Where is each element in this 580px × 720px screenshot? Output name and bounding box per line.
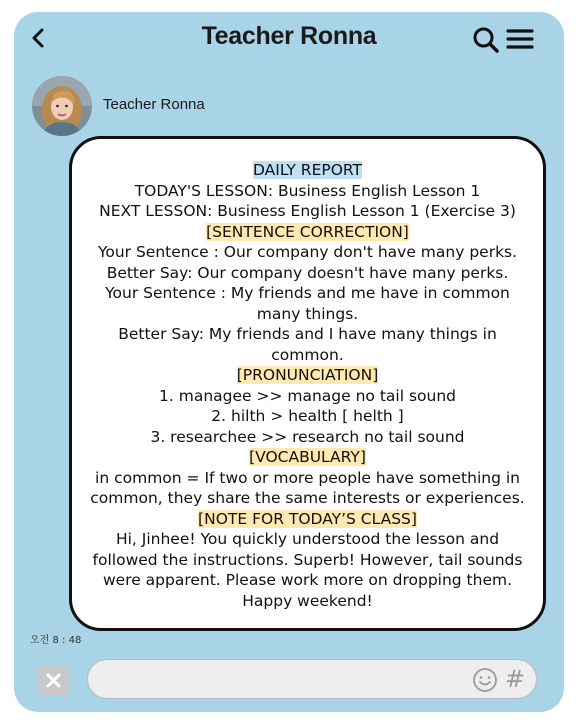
vocabulary-item-1: in common = If two or more people have something in common, they share the same interests or experiences. bbox=[90, 468, 525, 507]
close-button[interactable] bbox=[38, 665, 69, 696]
pronunciation-item-1: 1. managee >> manage no tail sound bbox=[159, 386, 456, 405]
search-button[interactable] bbox=[472, 26, 500, 54]
hamburger-menu-icon bbox=[506, 28, 534, 50]
sentence-correction-line bbox=[84, 222, 531, 243]
better-say-1: Better Say: Our company doesn't have many perks. bbox=[106, 263, 509, 282]
your-sentence-2: Your Sentence : My friends and me have in common many things. bbox=[105, 284, 510, 323]
chat-title: Teacher Ronna bbox=[201, 22, 377, 50]
report-title-line bbox=[84, 160, 531, 181]
pronunciation-item-3: 3. researchee >> research no tail sound bbox=[150, 427, 465, 446]
chat-screen bbox=[14, 12, 564, 712]
message-timestamp: 오전 8 : 48 bbox=[30, 635, 82, 646]
vocabulary-heading: [VOCABULARY] bbox=[249, 448, 366, 466]
message-composer bbox=[87, 659, 537, 699]
close-x-icon bbox=[45, 672, 62, 689]
smiley-icon bbox=[472, 667, 498, 693]
pronunciation-heading: [PRONUNCIATION] bbox=[236, 366, 379, 384]
note-body: Hi, Jinhee! You quickly understood the lesson and followed the instructions. Superb! However, tail sounds were apparent. Please work more on dropping them. Happy weekend! bbox=[92, 530, 523, 610]
avatar-image bbox=[32, 76, 92, 136]
sender-avatar[interactable] bbox=[32, 76, 92, 136]
pronunciation-item-2: 2. hilth > health [ helth ] bbox=[211, 407, 404, 425]
pronunciation-line bbox=[84, 365, 531, 386]
message-input[interactable] bbox=[102, 668, 466, 692]
message-bubble bbox=[69, 136, 546, 631]
your-sentence-1: Your Sentence : Our company don't have many perks. bbox=[97, 243, 518, 261]
note-line bbox=[84, 509, 531, 530]
vocabulary-line bbox=[84, 447, 531, 468]
next-lesson: NEXT LESSON: Business English Lesson 1 (Exercise 3) bbox=[99, 202, 516, 220]
sender-name: Teacher Ronna bbox=[103, 96, 205, 113]
chat-header bbox=[14, 12, 564, 64]
better-say-2: Better Say: My friends and I have many things in common. bbox=[118, 325, 497, 364]
search-icon bbox=[472, 26, 500, 54]
sentence-correction-heading: [SENTENCE CORRECTION] bbox=[206, 222, 409, 241]
report-title: DAILY REPORT bbox=[252, 161, 363, 179]
menu-button[interactable] bbox=[506, 28, 534, 50]
hashtag-button[interactable]: # bbox=[504, 665, 526, 693]
note-heading: [NOTE FOR TODAY’S CLASS] bbox=[198, 509, 417, 528]
emoji-button[interactable] bbox=[472, 667, 498, 693]
todays-lesson: TODAY'S LESSON: Business English Lesson 1 bbox=[134, 181, 481, 200]
